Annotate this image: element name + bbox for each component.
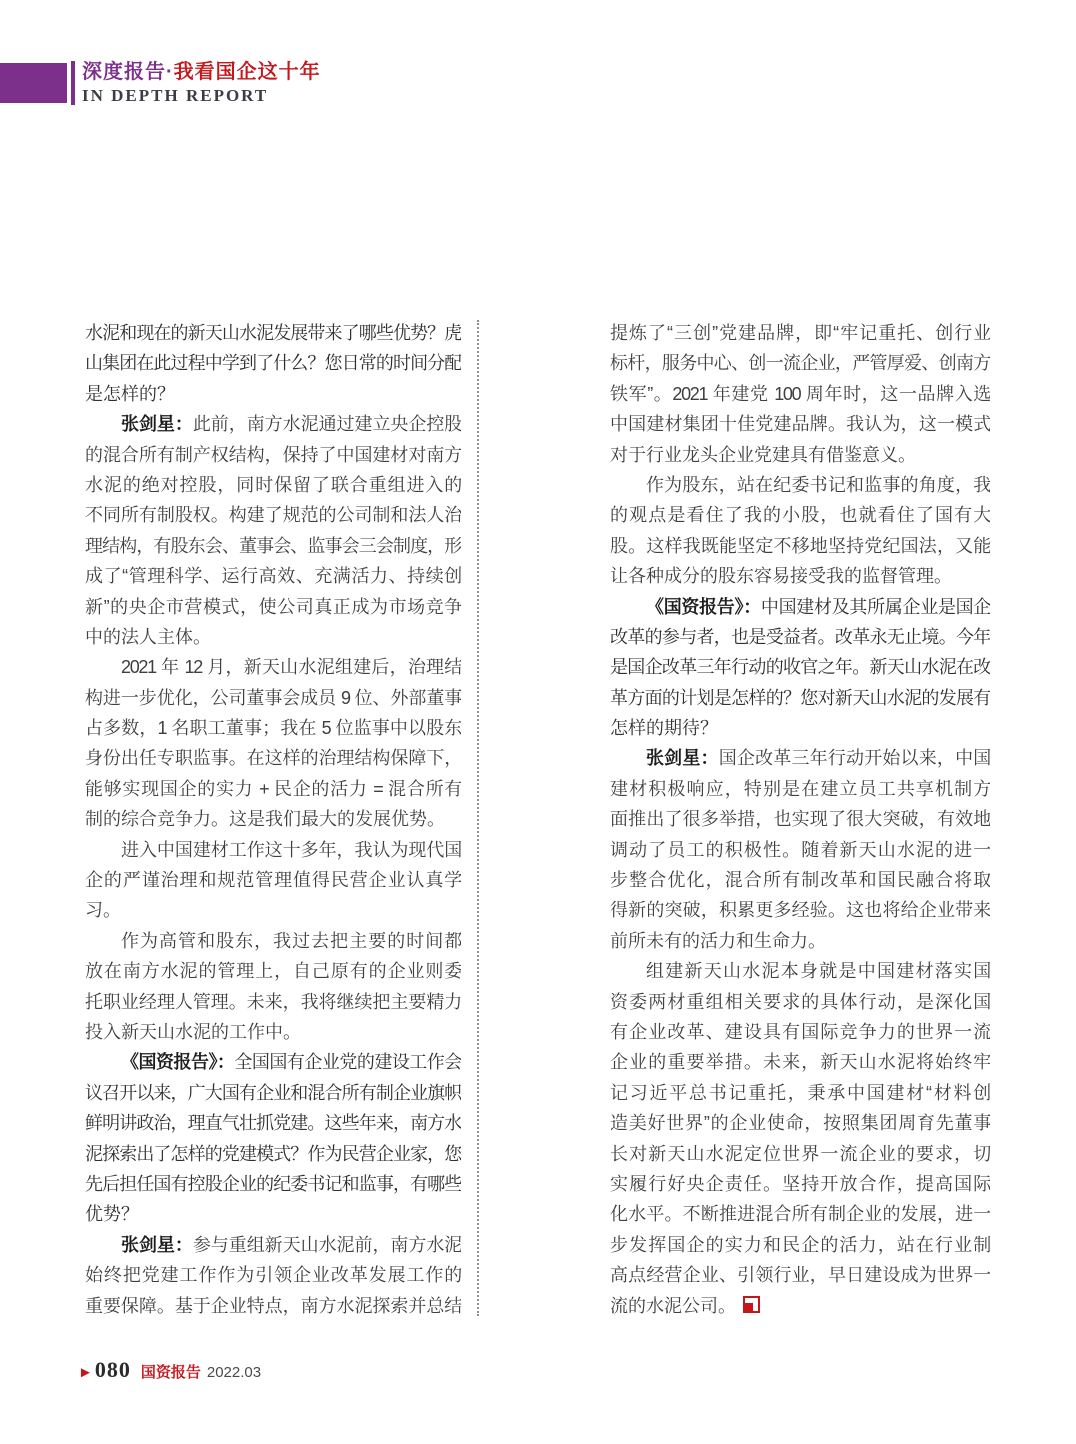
text-line: 习。 bbox=[85, 900, 121, 921]
text-line: 身份出任专职监事。在这样的治理结构保障下， bbox=[85, 748, 461, 769]
text-line: 张剑星：参与重组新天山水泥前，南方水泥 bbox=[121, 1234, 461, 1255]
issue-number: 2022.03 bbox=[206, 1364, 262, 1381]
text-line: 议召开以来，广大国有企业和混合所有制企业旗帜 bbox=[85, 1082, 461, 1103]
text-line: 重要保障。基于企业特点，南方水泥探索并总结 bbox=[85, 1295, 461, 1316]
header-titles bbox=[82, 60, 321, 107]
text-line: 托职业经理人管理。未来，我将继续把主要精力 bbox=[85, 991, 461, 1012]
text-line: 股。这样我既能坚定不移地坚持党纪国法，又能 bbox=[610, 535, 990, 556]
text-line: 张剑星：此前，南方水泥通过建立央企控股 bbox=[121, 414, 461, 435]
text-line: 作为高管和股东，我过去把主要的时间都 bbox=[121, 930, 461, 951]
text-line: 长对新天山水泥定位世界一流企业的要求，切 bbox=[610, 1143, 990, 1164]
text-line: 理结构，有股东会、董事会、监事会三会制度，形 bbox=[85, 535, 461, 556]
section-title-en: IN DEPTH REPORT bbox=[82, 86, 269, 105]
text-line: 制的综合竞争力。这是我们最大的发展优势。 bbox=[85, 809, 445, 830]
text-line: 建材积极响应，特别是在建立员工共享机制方 bbox=[610, 778, 990, 799]
text-line: 流的水泥公司。 bbox=[610, 1291, 990, 1321]
section-title bbox=[82, 60, 321, 84]
text-line: 不同所有制股权。构建了规范的公司制和法人治 bbox=[85, 505, 461, 526]
text-line: 泥探索出了怎样的党建模式？作为民营企业家，您 bbox=[85, 1143, 461, 1164]
text-line: 张剑星：国企改革三年行动开始以来，中国 bbox=[646, 748, 990, 769]
text-line: 中国建材集团十佳党建品牌。我认为，这一模式 bbox=[610, 414, 990, 435]
text-line: 成了“管理科学、运行高效、充满活力、持续创 bbox=[85, 566, 461, 587]
text-line: 中的法人主体。 bbox=[85, 626, 211, 647]
text-line: 的观点是看住了我的小股，也就看住了国有大 bbox=[610, 505, 990, 526]
text-line: 高点经营企业、引领行业，早日建设成为世界一 bbox=[610, 1265, 990, 1286]
column-divider bbox=[477, 320, 479, 1316]
text-line: 是国企改革三年行动的收官之年。新天山水泥在改 bbox=[610, 657, 990, 678]
text-line: 新”的央企市营模式，使公司真正成为市场竞争 bbox=[85, 596, 461, 617]
text-line: 水泥的绝对控股，同时保留了联合重组进入的 bbox=[85, 474, 461, 495]
text-line: 组建新天山水泥本身就是中国建材落实国 bbox=[646, 961, 990, 982]
text-line: 放在南方水泥的管理上，自己原有的企业则委 bbox=[85, 961, 461, 982]
text-line: 水泥和现在的新天山水泥发展带来了哪些优势？虎 bbox=[85, 323, 461, 343]
section-category: 深度报告 bbox=[82, 61, 166, 83]
text-line: 投入新天山水泥的工作中。 bbox=[85, 1021, 301, 1042]
text-line: 构进一步优化，公司董事会成员 9 位、外部董事 bbox=[85, 687, 461, 708]
text-line: 有企业改革、建设具有国际竞争力的世界一流 bbox=[610, 1021, 990, 1042]
text-line: 记习近平总书记重托，秉承中国建材“材料创 bbox=[610, 1082, 990, 1103]
section-separator: · bbox=[166, 61, 174, 83]
text-line: 对于行业龙头企业党建具有借鉴意义。 bbox=[610, 444, 916, 465]
text-line: 标杆，服务中心、创一流企业，严管厚爱、创南方 bbox=[610, 353, 990, 374]
magazine-name: 国资报告 bbox=[140, 1365, 201, 1381]
text-line: 进入中国建材工作这十多年，我认为现代国 bbox=[121, 839, 461, 860]
text-line: 实履行好央企责任。坚持开放合作，提高国际 bbox=[610, 1173, 990, 1194]
text-line: 始终把党建工作作为引领企业改革发展工作的 bbox=[85, 1265, 461, 1286]
article-end-icon bbox=[743, 1296, 760, 1313]
page-number: 080 bbox=[94, 1357, 131, 1382]
page-footer bbox=[78, 1357, 261, 1383]
text-line: 作为股东，站在纪委书记和监事的角度，我 bbox=[646, 474, 990, 495]
text-line: 前所未有的活力和生命力。 bbox=[610, 930, 826, 951]
text-line: 革方面的计划是怎样的？您对新天山水泥的发展有 bbox=[610, 687, 990, 708]
text-line: 山集团在此过程中学到了什么？您日常的时间分配 bbox=[85, 353, 461, 374]
header-purple-bar bbox=[71, 61, 75, 105]
text-line: 改革的参与者，也是受益者。改革永无止境。今年 bbox=[610, 626, 990, 647]
text-line: 是怎样的？ bbox=[85, 383, 175, 404]
text-line: 步整合优化，混合所有制改革和国民融合将取 bbox=[610, 870, 990, 891]
text-line: 鲜明讲政治，理直气壮抓党建。这些年来，南方水 bbox=[85, 1113, 461, 1134]
text-line: 企业的重要举措。未来，新天山水泥将始终牢 bbox=[610, 1052, 990, 1073]
header-purple-block bbox=[0, 63, 67, 103]
section-topic: 我看国企这十年 bbox=[173, 61, 321, 83]
text-line: 得新的突破，积累更多经验。这也将给企业带来 bbox=[610, 900, 990, 921]
text-line: 占多数，1 名职工董事；我在 5 位监事中以股东 bbox=[85, 718, 461, 739]
text-line: 企的严谨治理和规范管理值得民营企业认真学 bbox=[85, 870, 461, 891]
text-line: 资委两材重组相关要求的具体行动，是深化国 bbox=[610, 991, 990, 1012]
text-line: 让各种成分的股东容易接受我的监督管理。 bbox=[610, 566, 952, 587]
text-line: 《国资报告》：全国国有企业党的建设工作会 bbox=[121, 1052, 461, 1073]
text-line: 提炼了“三创”党建品牌，即“牢记重托、创行业 bbox=[610, 323, 990, 343]
text-line: 造美好世界”的企业使命，按照集团周育先董事 bbox=[610, 1113, 990, 1134]
text-line: 化水平。不断推进混合所有制企业的发展，进一 bbox=[610, 1204, 990, 1225]
text-line: 《国资报告》：中国建材及其所属企业是国企 bbox=[646, 596, 990, 617]
text-line: 能够实现国企的实力 + 民企的活力 = 混合所有 bbox=[85, 778, 461, 799]
text-line: 的混合所有制产权结构，保持了中国建材对南方 bbox=[85, 444, 461, 465]
left-column bbox=[85, 318, 461, 1321]
right-column bbox=[610, 318, 990, 1321]
text-line: 优势？ bbox=[85, 1204, 139, 1225]
text-line: 怎样的期待？ bbox=[610, 718, 718, 739]
text-line: 步发挥国企的实力和民企的活力，站在行业制 bbox=[610, 1234, 990, 1255]
text-line: 2021 年 12 月，新天山水泥组建后，治理结 bbox=[121, 657, 461, 678]
text-line: 面推出了很多举措，也实现了很大突破，有效地 bbox=[610, 809, 990, 830]
text-line: 先后担任国有控股企业的纪委书记和监事，有哪些 bbox=[85, 1173, 461, 1194]
page-arrow-icon: ► bbox=[78, 1364, 93, 1381]
text-line: 铁军”。2021 年建党 100 周年时，这一品牌入选 bbox=[610, 383, 990, 404]
text-line: 调动了员工的积极性。随着新天山水泥的进一 bbox=[610, 839, 990, 860]
